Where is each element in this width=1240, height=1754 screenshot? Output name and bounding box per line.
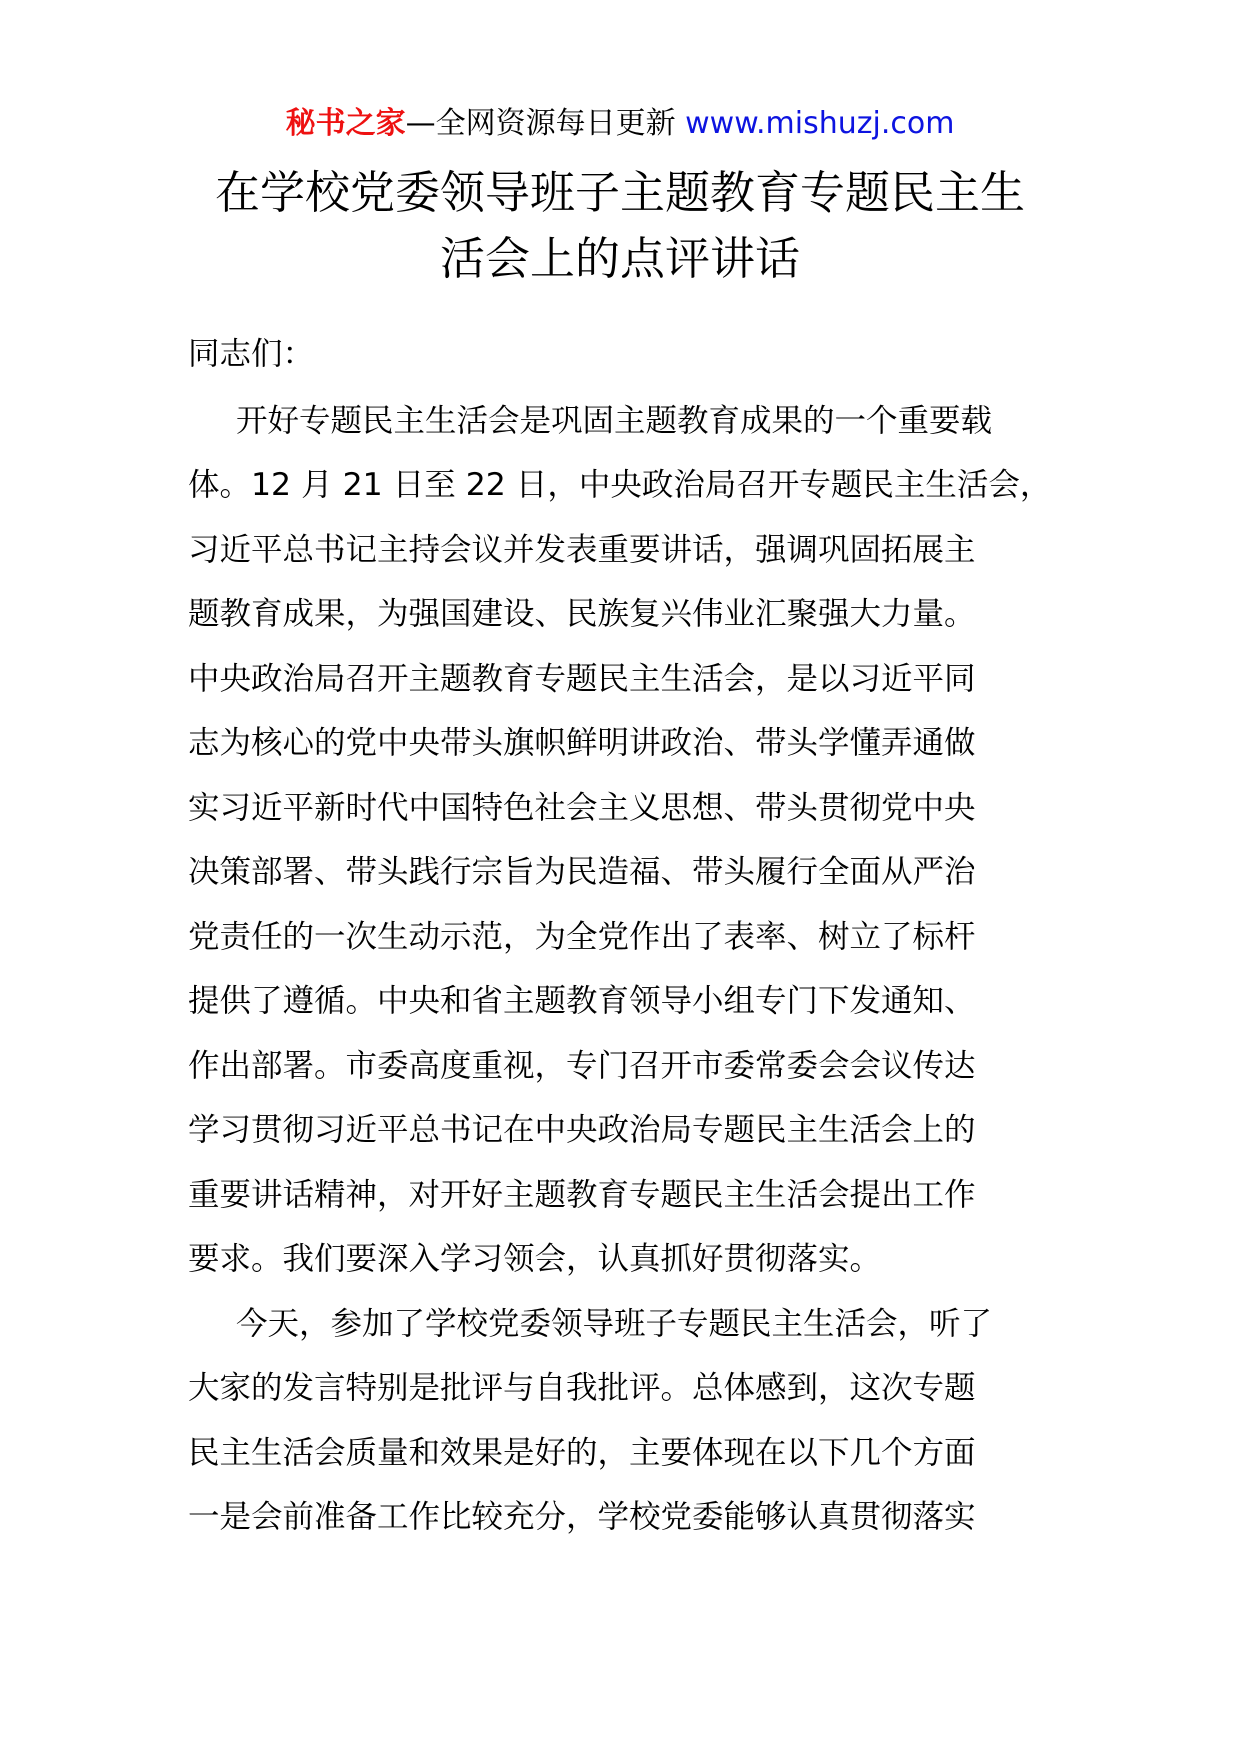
title-line-1: 在学校党委领导班子主题教育专题民主生 [214,166,1025,219]
document-body [188,322,1068,1550]
site-brand: 秘书之家 [285,106,406,141]
site-url-link[interactable]: www.mishuzj.com [685,106,955,141]
paragraph-line: 重要讲话精神，对开好主题教育专题民主生活会提出工作 [188,1176,976,1213]
paragraph-line: 题教育成果，为强国建设、民族复兴伟业汇聚强大力量。 [188,596,976,632]
paragraph-line: 大家的发言特别是批评与自我批评。总体感到，这次专题 [188,1370,976,1406]
paragraph-line: 要求。我们要深入学习领会，认真抓好贯彻落实。 [188,1241,882,1277]
site-header [0,102,1240,146]
salutation: 同志们： [188,336,315,372]
paragraph-line: 决策部署、带头践行宗旨为民造福、带头履行全面从严治 [188,854,976,890]
paragraph-line: 学习贯彻习近平总书记在中央政治局专题民主生活会上的 [188,1112,976,1148]
title-line-2: 活会上的点评讲话 [439,232,800,285]
document-title [140,160,1100,292]
paragraph-1 [188,389,1068,1292]
paragraph-line: 体。12 月 21 日至 22 日，中央政治局召开专题民主生活会， [188,467,1052,503]
paragraph-line: 一是会前准备工作比较充分，学校党委能够认真贯彻落实 [188,1499,976,1535]
paragraph-line: 提供了遵循。中央和省主题教育领导小组专门下发通知、 [188,983,976,1019]
paragraph-line: 党责任的一次生动示范，为全党作出了表率、树立了标杆 [188,918,976,955]
paragraph-2 [188,1292,1068,1550]
paragraph-line: 今天，参加了学校党委领导班子专题民主生活会，听了 [236,1305,993,1342]
site-tagline: —全网资源每日更新 [405,106,686,141]
paragraph-line: 习近平总书记主持会议并发表重要讲话，强调巩固拓展主 [188,531,976,568]
paragraph-line: 实习近平新时代中国特色社会主义思想、带头贯彻党中央 [188,789,976,826]
paragraph-line: 民主生活会质量和效果是好的，主要体现在以下几个方面 [188,1434,976,1471]
paragraph-line: 开好专题民主生活会是巩固主题教育成果的一个重要载 [236,402,993,439]
paragraph-line: 中央政治局召开主题教育专题民主生活会，是以习近平同 [188,660,976,697]
paragraph-line: 作出部署。市委高度重视，专门召开市委常委会会议传达 [188,1047,976,1084]
paragraph-line: 志为核心的党中央带头旗帜鲜明讲政治、带头学懂弄通做 [188,725,976,761]
